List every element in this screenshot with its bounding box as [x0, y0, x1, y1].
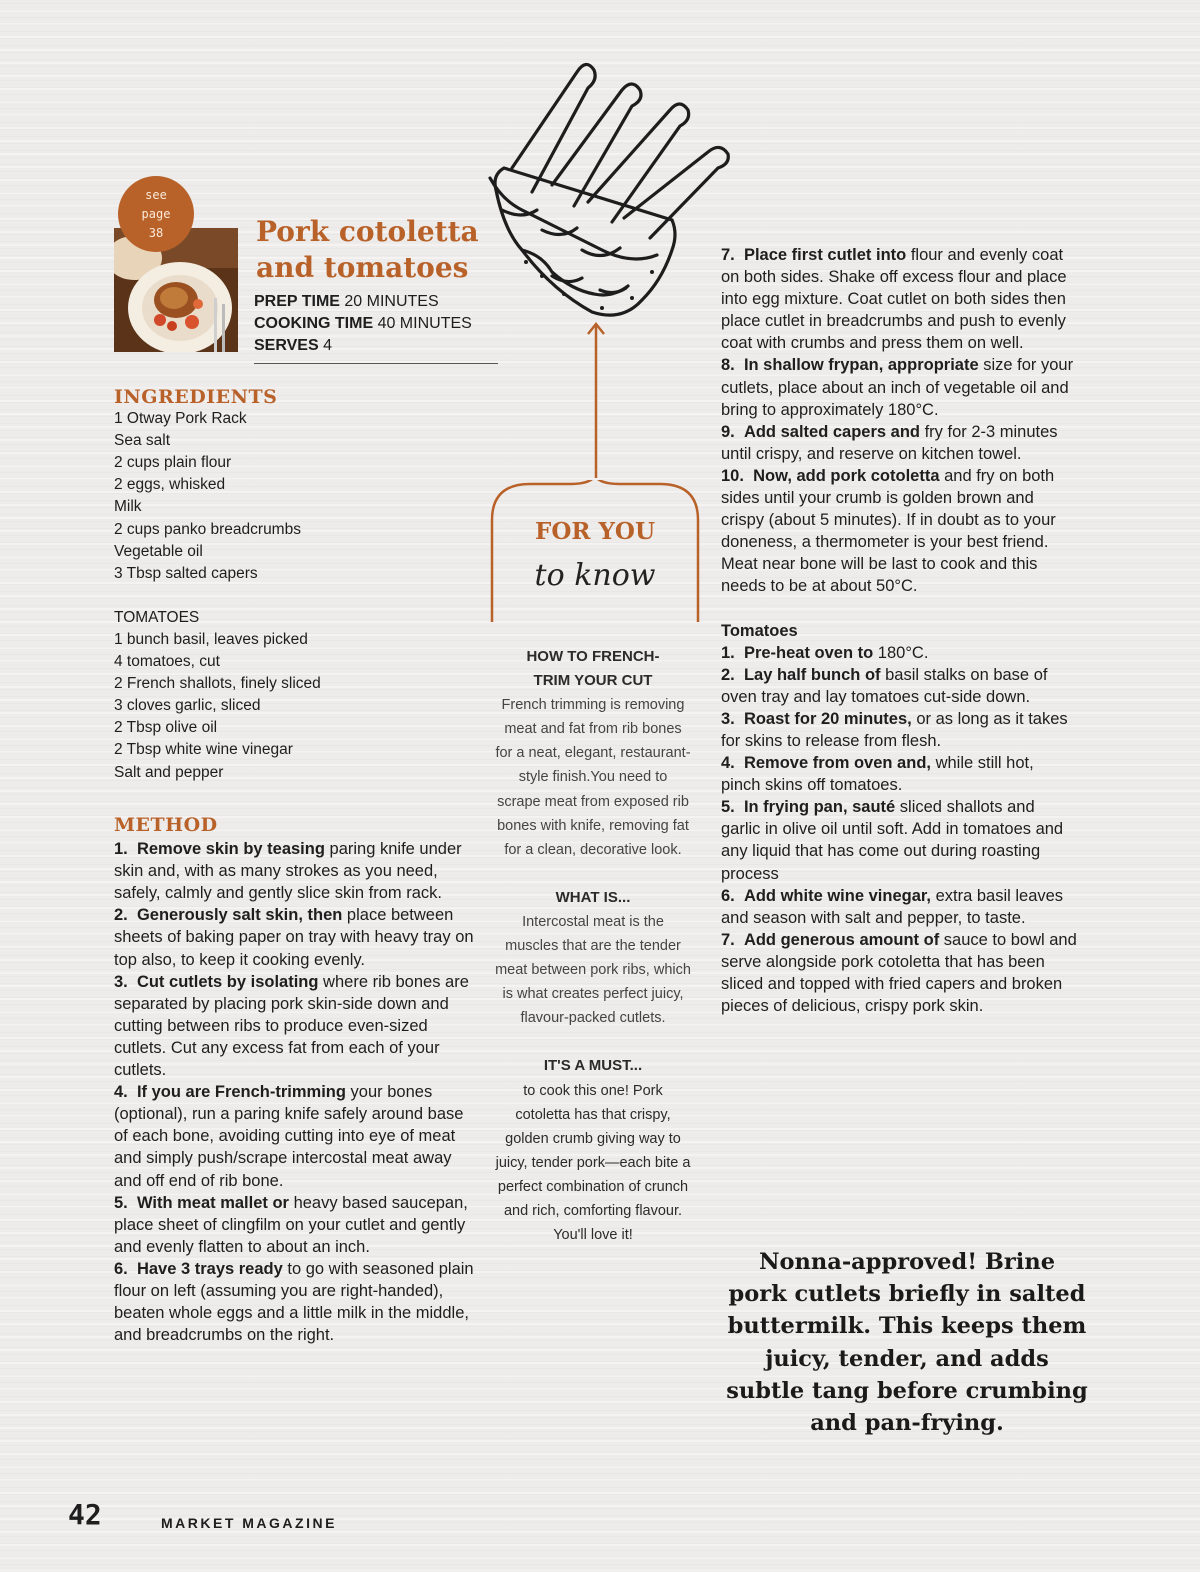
page-number: 42	[68, 1498, 102, 1531]
step-number: 4.	[114, 1083, 128, 1102]
serves	[254, 335, 472, 357]
ingredients-list	[114, 408, 474, 585]
step-text: basil stalks on base of oven tray and lay tomatoes cut-side down.	[721, 665, 1048, 706]
method-step	[721, 421, 1077, 465]
step-lead: If you are French-trimming	[136, 1083, 346, 1102]
step-text: your bones (optional), run a paring knife safely around base of each bone, avoiding cutting into eye of meat and simply push/scrape intercostal meat away and off end of rib bone.	[114, 1083, 464, 1190]
ingredient-item: 2 cups plain flour	[114, 454, 232, 472]
step-text: paring knife under skin and, with as many strokes as you need, safely, calmly and gently slice skin from rack.	[114, 840, 462, 903]
prep-time	[254, 291, 472, 313]
tip-body: to cook this one! Pork cotoletta has that crispy, golden crumb giving way to juicy, tender pork—each bite a perfect combination of crunch and rich, comforting flavour. You'll love it!	[495, 1082, 691, 1244]
step-lead: With meat mallet or	[136, 1193, 289, 1212]
method-step	[114, 838, 476, 904]
step-lead: Generously salt skin, then	[136, 906, 343, 925]
meta-value: 20 MINUTES	[344, 293, 439, 310]
step-lead: In shallow frypan, appropriate	[743, 356, 979, 375]
step-number: 10.	[721, 466, 744, 485]
tomatoes-ingredients-list	[114, 629, 474, 784]
step-text: fry for 2-3 minutes until crispy, and reserve on kitchen towel.	[721, 422, 1058, 463]
tomatoes-method-heading: Tomatoes	[721, 621, 798, 640]
tomatoes-step	[721, 796, 1077, 884]
step-number: 1.	[721, 643, 735, 662]
tomatoes-ingredients-heading: TOMATOES	[114, 608, 200, 626]
ingredient-item: Sea salt	[114, 432, 171, 450]
method-step	[114, 904, 476, 970]
step-lead: Remove skin by teasing	[136, 840, 325, 859]
step-text: sliced shallots and garlic in olive oil until soft. Add in tomatoes and any liquid that has come out during roasting process	[721, 798, 1064, 883]
tomato-ingredient-item: Salt and pepper	[114, 763, 224, 781]
tips-column	[495, 645, 691, 1271]
step-text: heavy based saucepan, place sheet of clingfilm on your cutlet and gently and evenly flatten to about an inch.	[114, 1193, 468, 1256]
meta-divider	[254, 363, 498, 364]
step-text: place between sheets of baking paper on tray with heavy tray on top also, to keep it cooking evenly.	[114, 906, 474, 969]
tip-heading: WHAT IS...	[555, 888, 631, 906]
step-lead: Remove from oven and,	[743, 754, 931, 773]
step-number: 3.	[721, 709, 735, 728]
method-heading: METHOD	[114, 814, 218, 836]
step-number: 2.	[721, 665, 735, 684]
tomatoes-method-steps	[721, 642, 1077, 1018]
meta-label: PREP TIME	[254, 293, 340, 310]
recipe-title	[256, 214, 506, 286]
method-section	[114, 814, 476, 1346]
method-steps-left	[114, 838, 476, 1346]
step-lead: Now, add pork cotoletta	[753, 466, 940, 485]
step-lead: Cut cutlets by isolating	[136, 972, 319, 991]
method-step	[114, 971, 476, 1081]
step-text: where rib bones are separated by placing pork skin-side down and cutting between ribs to produce even-sized cutlets. Cut any excess fat from each of your cutlets.	[114, 972, 469, 1080]
tomatoes-step	[721, 664, 1077, 708]
tomatoes-step	[721, 885, 1077, 929]
tip-heading-line: HOW TO FRENCH-	[526, 648, 660, 665]
meta-value: 40 MINUTES	[377, 315, 472, 332]
ingredient-item: Vegetable oil	[114, 542, 203, 560]
method-step	[114, 1192, 476, 1258]
meta-value: 4	[323, 337, 332, 354]
step-number: 5.	[114, 1193, 128, 1212]
tomato-ingredient-item: 2 French shallots, finely sliced	[114, 675, 321, 693]
nonna-tip-quote: Nonna-approved! Brine pork cutlets briefly in salted buttermilk. This keeps them juicy, tender, and adds subtle tang before crumbing and pan-frying.	[726, 1249, 1088, 1437]
tomato-ingredient-item: 4 tomatoes, cut	[114, 653, 220, 671]
for-you-to-know-frame	[490, 480, 700, 622]
step-lead: Have 3 trays ready	[136, 1259, 283, 1278]
magazine-name: MARKET MAGAZINE	[161, 1515, 337, 1531]
tip-body: French trimming is removing meat and fat from rib bones for a neat, elegant, restaurant-style finish.You need to scrape meat from exposed rib bones with knife, removing fat for a clean, decorative look.	[495, 697, 691, 858]
step-text: size for your cutlets, place about an inch of vegetable oil and bring to approximately 180°C.	[721, 356, 1074, 419]
method-step	[721, 354, 1077, 420]
step-text: extra basil leaves and season with salt and pepper, to taste.	[721, 886, 1064, 927]
recipe-title-line: Pork cotoletta	[256, 215, 479, 248]
badge-line: page	[141, 207, 171, 221]
tomatoes-step	[721, 752, 1077, 796]
tip-heading	[495, 645, 691, 693]
tomato-ingredient-item: 3 cloves garlic, sliced	[114, 697, 261, 715]
arrow-up-icon	[584, 318, 608, 483]
step-text: to go with seasoned plain flour on left (assuming you are right-handed), beaten whole eggs and a little milk in the middle, and breadcrumbs on the right.	[114, 1259, 474, 1345]
step-lead: Lay half bunch of	[743, 665, 881, 684]
step-lead: Pre-heat oven to	[743, 643, 874, 662]
step-text: or as long as it takes for skins to release from flesh.	[721, 709, 1068, 750]
recipe-title-line: and tomatoes	[256, 251, 469, 284]
step-number: 2.	[114, 906, 128, 925]
ingredient-item: 1 Otway Pork Rack	[114, 410, 247, 428]
step-lead: Place first cutlet into	[743, 246, 907, 264]
ingredient-item: 3 Tbsp salted capers	[114, 564, 258, 582]
ingredient-item: 2 cups panko breadcrumbs	[114, 520, 301, 538]
badge-line: 38	[148, 226, 164, 240]
tip-body: Intercostal meat is the muscles that are the tender meat between pork ribs, which is what creates perfect juicy, flavour-packed cutlets.	[495, 913, 691, 1027]
step-number: 4.	[721, 754, 735, 773]
step-number: 3.	[114, 972, 128, 991]
step-number: 5.	[721, 798, 735, 817]
step-text: and fry on both sides until your crumb is golden brown and crispy (about 5 minutes). If in doubt as to your doneness, a thermometer is your best friend. Meat near bone will be last to cook and this needs to be at about 50°C.	[721, 466, 1056, 596]
pork-rack-illustration	[482, 50, 744, 320]
meta-label: SERVES	[254, 337, 319, 354]
step-number: 6.	[721, 886, 735, 905]
step-lead: Add white wine vinegar,	[743, 886, 931, 905]
step-lead: In frying pan, sauté	[743, 798, 896, 817]
method-right-column	[721, 244, 1077, 1017]
ingredient-item: Milk	[114, 498, 142, 516]
step-number: 1.	[114, 840, 128, 859]
step-text: flour and evenly coat on both sides. Shake off excess flour and place into egg mixture. Coat cutlet on both sides then place cutlet in breadcrumbs and push to evenly coat with crumbs and press them on well.	[721, 246, 1067, 353]
step-lead: Add generous amount of	[743, 930, 940, 949]
step-number: 7.	[721, 930, 735, 949]
method-step	[114, 1081, 476, 1191]
step-text: 180°C.	[873, 643, 929, 662]
badge-line: see	[145, 188, 167, 202]
cooking-time	[254, 313, 472, 335]
tomatoes-step	[721, 642, 1077, 664]
tomatoes-step	[721, 929, 1077, 1017]
ingredients-section	[114, 386, 474, 784]
ingredients-heading: INGREDIENTS	[114, 386, 278, 408]
method-step	[114, 1258, 476, 1346]
see-page-badge[interactable]	[118, 176, 194, 252]
step-number: 7.	[721, 246, 735, 264]
step-text: while still hot, pinch skins off tomatoes.	[721, 754, 1034, 795]
tomato-ingredient-item: 1 bunch basil, leaves picked	[114, 630, 308, 648]
step-number: 8.	[721, 356, 735, 375]
recipe-thumbnail-photo	[114, 228, 238, 352]
tomato-ingredient-item: 2 Tbsp white wine vinegar	[114, 741, 293, 759]
for-you-to-know-title: FOR YOU	[535, 518, 655, 545]
tip-heading: IT'S A MUST...	[543, 1057, 643, 1075]
step-number: 9.	[721, 422, 735, 441]
tip-heading-line: TRIM YOUR CUT	[533, 672, 653, 690]
method-step	[721, 244, 1077, 354]
recipe-meta	[254, 291, 472, 357]
ingredient-item: 2 eggs, whisked	[114, 476, 226, 494]
step-text: sauce to bowl and serve alongside pork cotoletta that has been sliced and topped with fried capers and broken pieces of delicious, crispy pork skin.	[721, 930, 1077, 1016]
method-steps-right	[721, 244, 1077, 598]
method-step	[721, 465, 1077, 598]
step-number: 6.	[114, 1259, 128, 1278]
step-lead: Roast for 20 minutes,	[743, 709, 912, 728]
step-lead: Add salted capers and	[743, 422, 920, 441]
tomato-ingredient-item: 2 Tbsp olive oil	[114, 719, 218, 737]
tomatoes-step	[721, 708, 1077, 752]
for-you-to-know-script: to know	[534, 558, 656, 593]
meta-label: COOKING TIME	[254, 315, 374, 332]
